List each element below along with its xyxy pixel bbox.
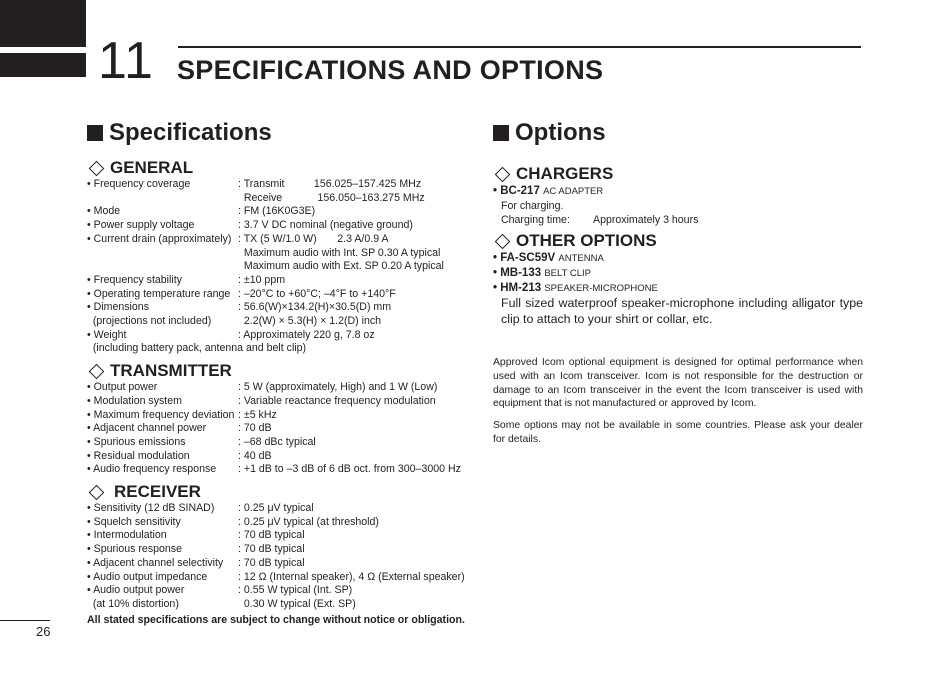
spec-value: : 3.7 V DC nominal (negative ground) (238, 219, 413, 232)
diamond-icon (495, 233, 511, 249)
spec-row (87, 450, 467, 464)
transmitter-spec-list (87, 381, 467, 477)
hm213-description: Full sized waterproof speaker-microphone including alligator type clip to attach to your shirt or collar, etc. (501, 296, 863, 326)
spec-label: • Maximum frequency deviation (87, 408, 235, 421)
spec-row (87, 395, 467, 409)
spec-label: • Audio output power (87, 584, 185, 597)
disclaimer-paragraph: Approved Icom optional equipment is designed for optimal performance when used with an Icom transceiver. Icom is not responsible for the destruction or damage to an Icom transceiver in the event the Icom transceiver is used with equipment that is not manufactured or approved by Icom. (493, 357, 863, 410)
spec-label: • Spurious response (87, 543, 182, 556)
spec-label: • Power supply voltage (87, 219, 195, 232)
option-hm213: • HM-213 SPEAKER-MICROPHONE (493, 282, 658, 294)
spec-label: (at 10% distortion) (87, 597, 179, 610)
spec-value: Maximum audio with Ext. SP 0.20 A typical (238, 260, 444, 273)
diamond-icon (495, 166, 511, 182)
spec-row (87, 205, 467, 219)
spec-label: • Operating temperature range (87, 287, 231, 300)
options-heading: Options (493, 114, 863, 152)
spec-label: • Frequency coverage (87, 178, 191, 190)
spec-row (87, 409, 467, 423)
diamond-icon (89, 160, 105, 176)
spec-label: • Adjacent channel power (87, 422, 207, 435)
spec-label: • Dimensions (87, 301, 149, 314)
spec-label: • Audio frequency response (87, 463, 217, 476)
spec-row (87, 219, 467, 233)
spec-value: : FM (16K0G3E) (238, 205, 316, 218)
spec-row (87, 178, 467, 192)
spec-value: : –68 dBc typical (238, 435, 316, 448)
spec-row (87, 529, 467, 543)
page-number: 26 (36, 624, 51, 639)
option-fa-sc59v: • FA-SC59V ANTENNA (493, 252, 604, 264)
option-mb133: • MB-133 BELT CLIP (493, 267, 591, 279)
spec-value: : 70 dB typical (238, 529, 305, 542)
availability-paragraph: Some options may not be available in some countries. Please ask your dealer for details. (493, 420, 863, 445)
receiver-spec-list (87, 502, 467, 612)
spec-row (87, 301, 467, 315)
footer-rule (0, 620, 50, 621)
option-bc217: • BC-217 AC ADAPTER (493, 185, 604, 197)
spec-value: : ±10 ppm (238, 273, 286, 286)
other-options-heading: OTHER OPTIONS (493, 231, 863, 251)
spec-row (87, 502, 467, 516)
spec-row (87, 463, 467, 477)
spec-row (87, 233, 467, 247)
spec-value: : 40 dB (238, 449, 272, 462)
spec-row (87, 436, 467, 450)
spec-label: • Residual modulation (87, 449, 190, 462)
spec-label (87, 192, 238, 206)
spec-value: : TX (5 W/1.0 W) 2.3 A/0.9 A (238, 232, 389, 245)
chapter-title: SPECIFICATIONS AND OPTIONS (177, 55, 604, 85)
spec-row (87, 274, 467, 288)
spec-row (87, 571, 467, 585)
spec-label: (including battery pack, antenna and belt clip) (87, 342, 307, 355)
spec-label: • Squelch sensitivity (87, 515, 181, 528)
spec-label: • Spurious emissions (87, 435, 186, 448)
bc217-description: For charging. (501, 200, 564, 212)
spec-row (87, 260, 467, 274)
spec-value: : ±5 kHz (238, 408, 277, 421)
spec-row (87, 329, 467, 343)
spec-row (87, 422, 467, 436)
spec-label: • Sensitivity (12 dB SINAD) (87, 502, 215, 515)
spec-label: • Adjacent channel selectivity (87, 556, 224, 569)
general-spec-list (87, 178, 467, 356)
spec-value: : 70 dB typical (238, 556, 305, 569)
spec-label: • Audio output impedance (87, 570, 208, 583)
spec-label (87, 247, 238, 261)
spec-value: Maximum audio with Int. SP 0.30 A typical (238, 246, 441, 259)
spec-value: : Transmit 156.025–157.425 MHz (238, 178, 422, 190)
spec-row (87, 192, 467, 206)
spec-row (87, 381, 467, 395)
spec-label (87, 260, 238, 274)
square-bullet-icon (493, 125, 509, 141)
spec-label: (projections not included) (87, 315, 212, 328)
spec-value: : 12 Ω (Internal speaker), 4 Ω (External speaker) (238, 570, 465, 583)
spec-label: • Frequency stability (87, 273, 182, 286)
spec-label: • Current drain (approximately) (87, 232, 232, 245)
general-heading: GENERAL (87, 158, 467, 178)
spec-value: : +1 dB to –3 dB of 6 dB oct. from 300–3000 Hz (238, 463, 461, 476)
spec-value: : 0.25 μV typical (at threshold) (238, 515, 379, 528)
spec-value: : 56.6(W)×134.2(H)×30.5(D) mm (238, 301, 392, 314)
spec-label: • Weight (87, 328, 127, 341)
chapter-tab-block (0, 0, 86, 47)
spec-label: • Intermodulation (87, 529, 167, 542)
spec-row (87, 516, 467, 530)
spec-value: : 0.25 μV typical (238, 502, 314, 515)
spec-value: : Variable reactance frequency modulation (238, 394, 436, 407)
spec-label: • Output power (87, 381, 158, 394)
spec-row (87, 543, 467, 557)
chargers-heading: CHARGERS (493, 164, 863, 184)
spec-value: 2.2(W) × 5.3(H) × 1.2(D) inch (238, 315, 382, 328)
spec-value: 0.30 W typical (Ext. SP) (238, 597, 356, 610)
specifications-column (87, 114, 467, 627)
spec-row (87, 342, 467, 356)
spec-row (87, 315, 467, 329)
transmitter-heading: TRANSMITTER (87, 361, 467, 381)
spec-value: : 70 dB typical (238, 543, 305, 556)
bc217-charging-time: Charging time: Approximately 3 hours (501, 214, 699, 226)
specifications-heading: Specifications (87, 114, 467, 152)
spec-row (87, 247, 467, 261)
spec-value: : 0.55 W typical (Int. SP) (238, 584, 353, 597)
spec-value: : 5 W (approximately, High) and 1 W (Low) (238, 381, 438, 394)
spec-label: • Modulation system (87, 394, 182, 407)
spec-label: • Mode (87, 205, 121, 218)
chapter-number: 11 (98, 32, 154, 90)
diamond-icon (89, 363, 105, 379)
spec-row (87, 288, 467, 302)
spec-row (87, 557, 467, 571)
spec-row (87, 598, 467, 612)
spec-value: : –20°C to +60°C; –4°F to +140°F (238, 287, 396, 300)
options-column (493, 114, 863, 447)
header-rule (178, 46, 861, 48)
spec-row (87, 584, 467, 598)
spec-value: : Approximately 220 g, 7.8 oz (238, 328, 375, 341)
receiver-heading: RECEIVER (87, 482, 467, 502)
spec-notice: All stated specifications are subject to change without notice or obligation. (87, 613, 465, 626)
spec-value: Receive 156.050–163.275 MHz (238, 191, 425, 204)
spec-value: : 70 dB (238, 422, 272, 435)
chapter-tab-block-lower (0, 53, 86, 77)
square-bullet-icon (87, 125, 103, 141)
diamond-icon (89, 484, 105, 500)
